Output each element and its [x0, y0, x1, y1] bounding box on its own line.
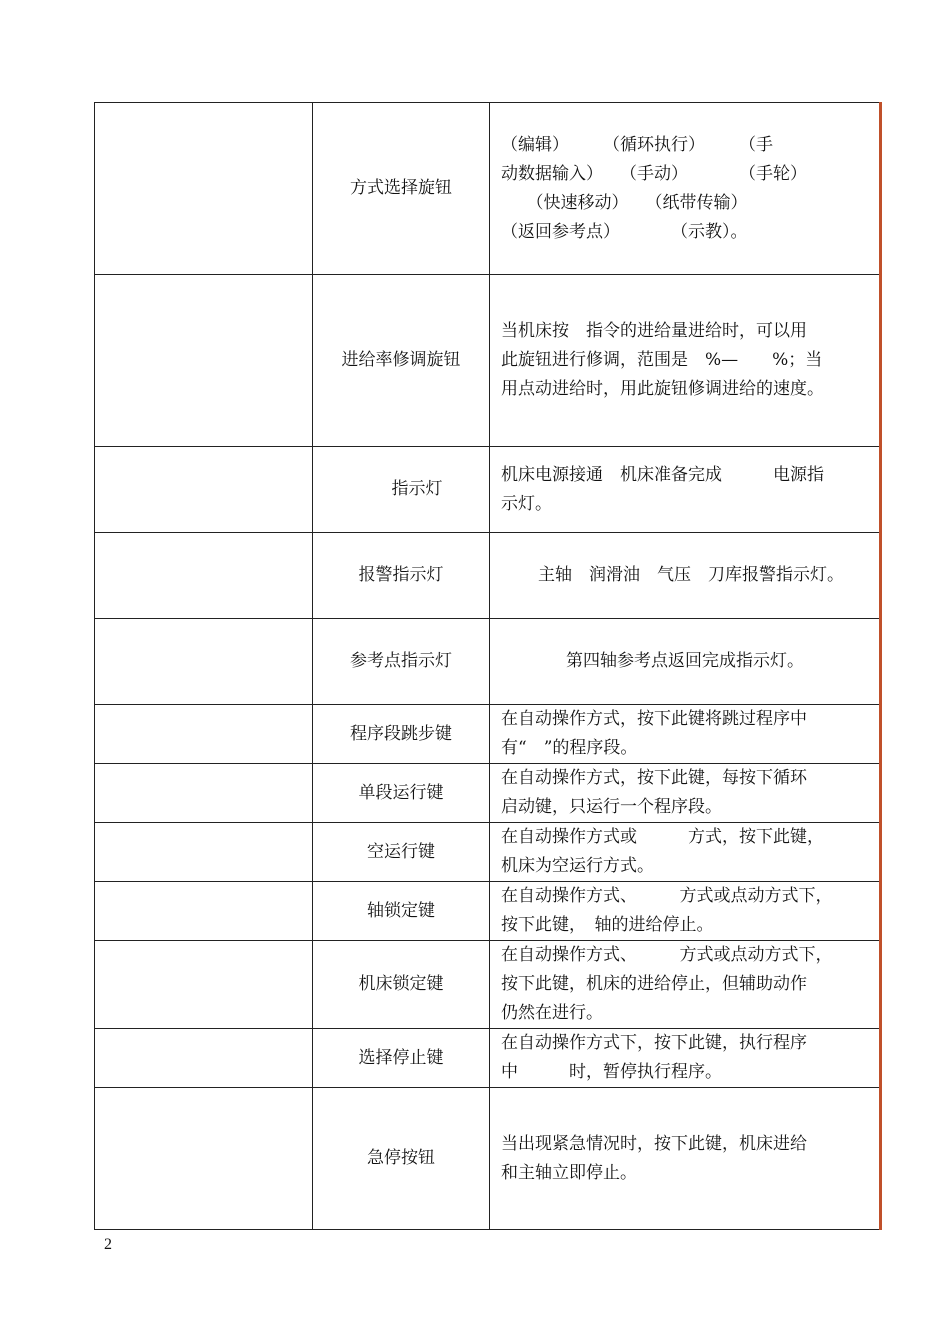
icon-cell: [95, 1029, 313, 1088]
control-name: 参考点指示灯: [350, 651, 452, 671]
table-row: [95, 447, 881, 533]
description-line: 在自动操作方式，按下此键，每按下循环: [501, 768, 807, 788]
control-name-cell: [313, 882, 490, 941]
description-line: 启动键，只运行一个程序段。: [501, 797, 722, 817]
description-line: 按下此键，机床的进给停止，但辅助动作: [501, 974, 807, 994]
description-line: 当出现紧急情况时，按下此键，机床进给: [501, 1133, 807, 1154]
description-cell: [490, 275, 881, 447]
table-row: [95, 823, 881, 882]
description-cell: [490, 1088, 881, 1230]
table-row: [95, 882, 881, 941]
icon-cell: [95, 705, 313, 764]
control-name-cell: [313, 447, 490, 533]
control-name-cell: [313, 941, 490, 1029]
control-name-cell: [313, 103, 490, 275]
description-line: 在自动操作方式或 方式，按下此键，: [501, 827, 824, 847]
description-cell: [490, 1029, 881, 1088]
icon-cell: [95, 1088, 313, 1230]
icon-cell: [95, 275, 313, 447]
description-cell: [490, 705, 881, 764]
table-row: [95, 705, 881, 764]
description-line: 第四轴参考点返回完成指示灯。: [566, 651, 804, 671]
control-name: 报警指示灯: [358, 565, 444, 585]
page-number: 2: [104, 1236, 112, 1253]
control-name-cell: [313, 764, 490, 823]
description-line: 此旋钮进行修调，范围是 %— %；当: [501, 350, 823, 370]
table-row: [95, 103, 881, 275]
description-line: 机床电源接通 机床准备完成 电源指: [501, 464, 824, 485]
description-cell: [490, 764, 881, 823]
description-line: 主轴 润滑油 气压 刀库报警指示灯。: [538, 565, 844, 585]
icon-cell: [95, 447, 313, 533]
control-name: 选择停止键: [358, 1047, 444, 1068]
description-line: 用点动进给时，用此旋钮修调进给的速度。: [501, 379, 824, 399]
description-line: 机床为空运行方式。: [501, 856, 654, 876]
icon-cell: [95, 533, 313, 619]
description-line: （编辑） （循环执行） （手: [501, 134, 773, 155]
description-cell: [490, 823, 881, 882]
table-row: [95, 1088, 881, 1230]
table-row: [95, 533, 881, 619]
icon-cell: [95, 103, 313, 275]
control-name: 急停按钮: [367, 1148, 435, 1168]
description-line: 仍然在进行。: [501, 1003, 603, 1023]
description-line: 在自动操作方式，按下此键将跳过程序中: [501, 709, 807, 729]
icon-cell: [95, 882, 313, 941]
control-name-cell: [313, 275, 490, 447]
table-row: [95, 941, 881, 1029]
description-cell: [490, 941, 881, 1029]
table-row: [95, 764, 881, 823]
control-name: 空运行键: [367, 841, 435, 862]
description-line: 示灯。: [501, 493, 552, 514]
control-name-cell: [313, 823, 490, 882]
control-name-cell: [313, 1029, 490, 1088]
control-name: 单段运行键: [358, 782, 444, 803]
control-name-cell: [313, 619, 490, 705]
description-line: 动数据输入） （手动） （手轮）: [501, 163, 807, 184]
control-name-cell: [313, 533, 490, 619]
control-name: 程序段跳步键: [350, 723, 452, 744]
description-line: 在自动操作方式、 方式或点动方式下，: [501, 945, 833, 965]
table-row: [95, 275, 881, 447]
control-name-cell: [313, 705, 490, 764]
icon-cell: [95, 764, 313, 823]
description-line: 和主轴立即停止。: [501, 1162, 637, 1183]
table-row: [95, 619, 881, 705]
control-name-cell: [313, 1088, 490, 1230]
control-name: 方式选择旋钮: [350, 178, 452, 198]
table-row: [95, 1029, 881, 1088]
description-line: （返回参考点） （示教）。: [501, 221, 748, 242]
description-line: 中 时，暂停执行程序。: [501, 1062, 722, 1082]
function-table: [94, 102, 882, 1230]
icon-cell: [95, 823, 313, 882]
description-line: 在自动操作方式下，按下此键，执行程序: [501, 1033, 807, 1053]
icon-cell: [95, 941, 313, 1029]
control-name: 轴锁定键: [367, 900, 435, 921]
control-name: 进给率修调旋钮: [341, 350, 461, 370]
description-line: 按下此键， 轴的进给停止。: [501, 915, 714, 935]
description-line: （快速移动） （纸带传输）: [501, 192, 748, 213]
icon-cell: [95, 619, 313, 705]
description-cell: [490, 103, 881, 275]
description-cell: [490, 447, 881, 533]
control-name: 指示灯: [391, 479, 443, 499]
description-cell: [490, 882, 881, 941]
description-cell: [490, 619, 881, 705]
description-line: 当机床按 指令的进给量进给时，可以用: [501, 321, 807, 341]
description-line: 有“ ”的程序段。: [501, 738, 638, 758]
function-table-body: [95, 103, 881, 1230]
description-line: 在自动操作方式、 方式或点动方式下，: [501, 886, 833, 906]
control-name: 机床锁定键: [358, 974, 444, 994]
description-cell: [490, 533, 881, 619]
